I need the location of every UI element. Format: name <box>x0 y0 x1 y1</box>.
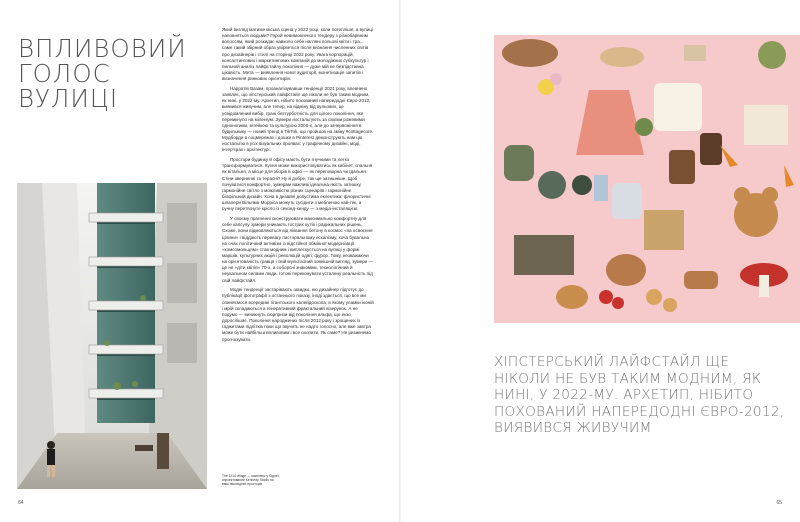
pull-quote: ХІПСТЕРСЬКИЙ ЛАЙФСТАЙЛ ЩЕ НІКОЛИ НЕ БУВ ТАКИМ МОДНИМ, ЯК НИНІ, У 2022-МУ. АРХЕТИП, НІБИТО ПОХОВАНИЙ НАПЕРЕДОДНІ ЄВРО-2012, ВИЯВИВСЯ ЖИВУЧИМ <box>494 354 785 436</box>
atrium-illustration <box>17 183 207 489</box>
photo-caption: The 1214 village — комплекс у Сіднеї, спроектований Kennedy Studio на ваші пішохідних просторів <box>222 474 280 486</box>
collage-objects <box>494 35 800 323</box>
body-paragraph: Нарратів Вазам, проаналізувавши тенденції 2021 року, впевнено заявляє, що хіпстерський лайфстайл ще ніколи не був таким модним, як нині, у 2022-му. Архетип, нібито похований напередодні Євро-2012, виявився живучим, але тепер, на відміну від вульових, це усвідомлений вибір, грані безтурботність для цілого покоління, яке перемкнуло на міленіум. Зумери ностальгують за своїми рожевими одноногими, вітейкою та культурою 2000-х, але до зачервоніння в будильнику — новий тренд в TikTok, що пройшов на зміну #cottagecore. Мудборди в соцмережах і дошки в Pinterest демонструють нам цю ностальгію в усіх візуальних проявах: у графічному дизайні, моді, інтер'єрах і архітектурі. <box>222 85 374 153</box>
body-paragraph: У своєму прагненні сконструювати максимально комфортну для себе капсулу зумери уникають гострих кутів і радикальних рішень. Схоже, вони відмовляються від ліквання бетону в космос «на освоєння цілини» і віддають перевагу пасторальному ескапізму, хоча бувальна на очах політичний активізм із відстійної обмінної модернізації «комсомольцям» став модним і виплескується на вулиці у формі маршів, культурних акцій і революцій одягі; фурор. Тому, незважаючи на орієнтованість гравця і свій мультізоний зовнішній вигляд, зумери — це не «діти квітів» 70-х, а соборсні знакомим, технологічний й неукальном силами люди, готові переконувати усталену реальність під свій лайфстайл. <box>222 216 373 283</box>
moodboard-collage <box>494 35 800 323</box>
page-number-left: 64 <box>18 500 24 506</box>
body-paragraph: Модні тенденції застарівають швидко, ню дизайнер підготує до публікації фотографії з останнього показу, іноді здається, що все ми опиняємося всередині гігантського калейдоскопа, в якому уламки іконій і мрій складаються в генеративний фрактальний візерунок. А не подумо — виникнуть сюрпризи від покоління альфа, що екзо дорослішає. Покоління народжених після 2012 року і зрощених із гаджетами підлітків поки що звучить не надто голосно, але вже завтра може бути найбільш впливовим і все охопити. Як саме? Не ризикнемо прогнозувати. <box>222 287 374 342</box>
body-paragraph: Який вигляд матиме міська сцена у 2022 році, коли потепліше, а вулиці наповняться людьми? Герой невимовленого тендеру з різнобарвним волоссям, який розкидає навколо себе нагляні польові квіти і тра... саме такий збірний образ увірветься після визнання численних світів про дизайнерів і стилі на сторінці 2022 року. Увага корпорацій, консалтингових і маркетингових компаній до молодіжних субкультур і пильний аналіз лайфстайлу покоління — дуже мій не безпідставна цікавість. Мета — виявлення нової аудиторії, монетизація запитів і визначення ринкових орієнтирів. <box>222 27 373 82</box>
body-text-column <box>222 27 374 346</box>
article-title: ВПЛИВОВИЙ ГОЛОС ВУЛИЦІ <box>18 34 187 113</box>
page-gutter <box>399 0 401 522</box>
page-number-right: 65 <box>776 500 782 506</box>
body-paragraph: Простори будинку й офісу мають бути гнучкими та легко трансформуватися. Кухня може використовуватись як кабінет, спальня як вітальня, а місце для зборів в офісі — як переговорна чи їдальня. Стіни зверненні та терасні? Ну й добре, так ще затишніше. Щоб почуватися комфортно, зумерам важливі ідеальна якість затишку, гармонійне світло з можливістю різних сценаріїв і гармонійне біофільний дизайн. Хоча в дизайні допустима еклектика: флористичні шпалери Вільяма Морріса можуть сусідити з мебленою хай-тек, а ручну перетягнуте крісло із секонд-хенду — з медіа-інсталяцією. <box>222 157 373 212</box>
building-photo <box>17 183 207 489</box>
